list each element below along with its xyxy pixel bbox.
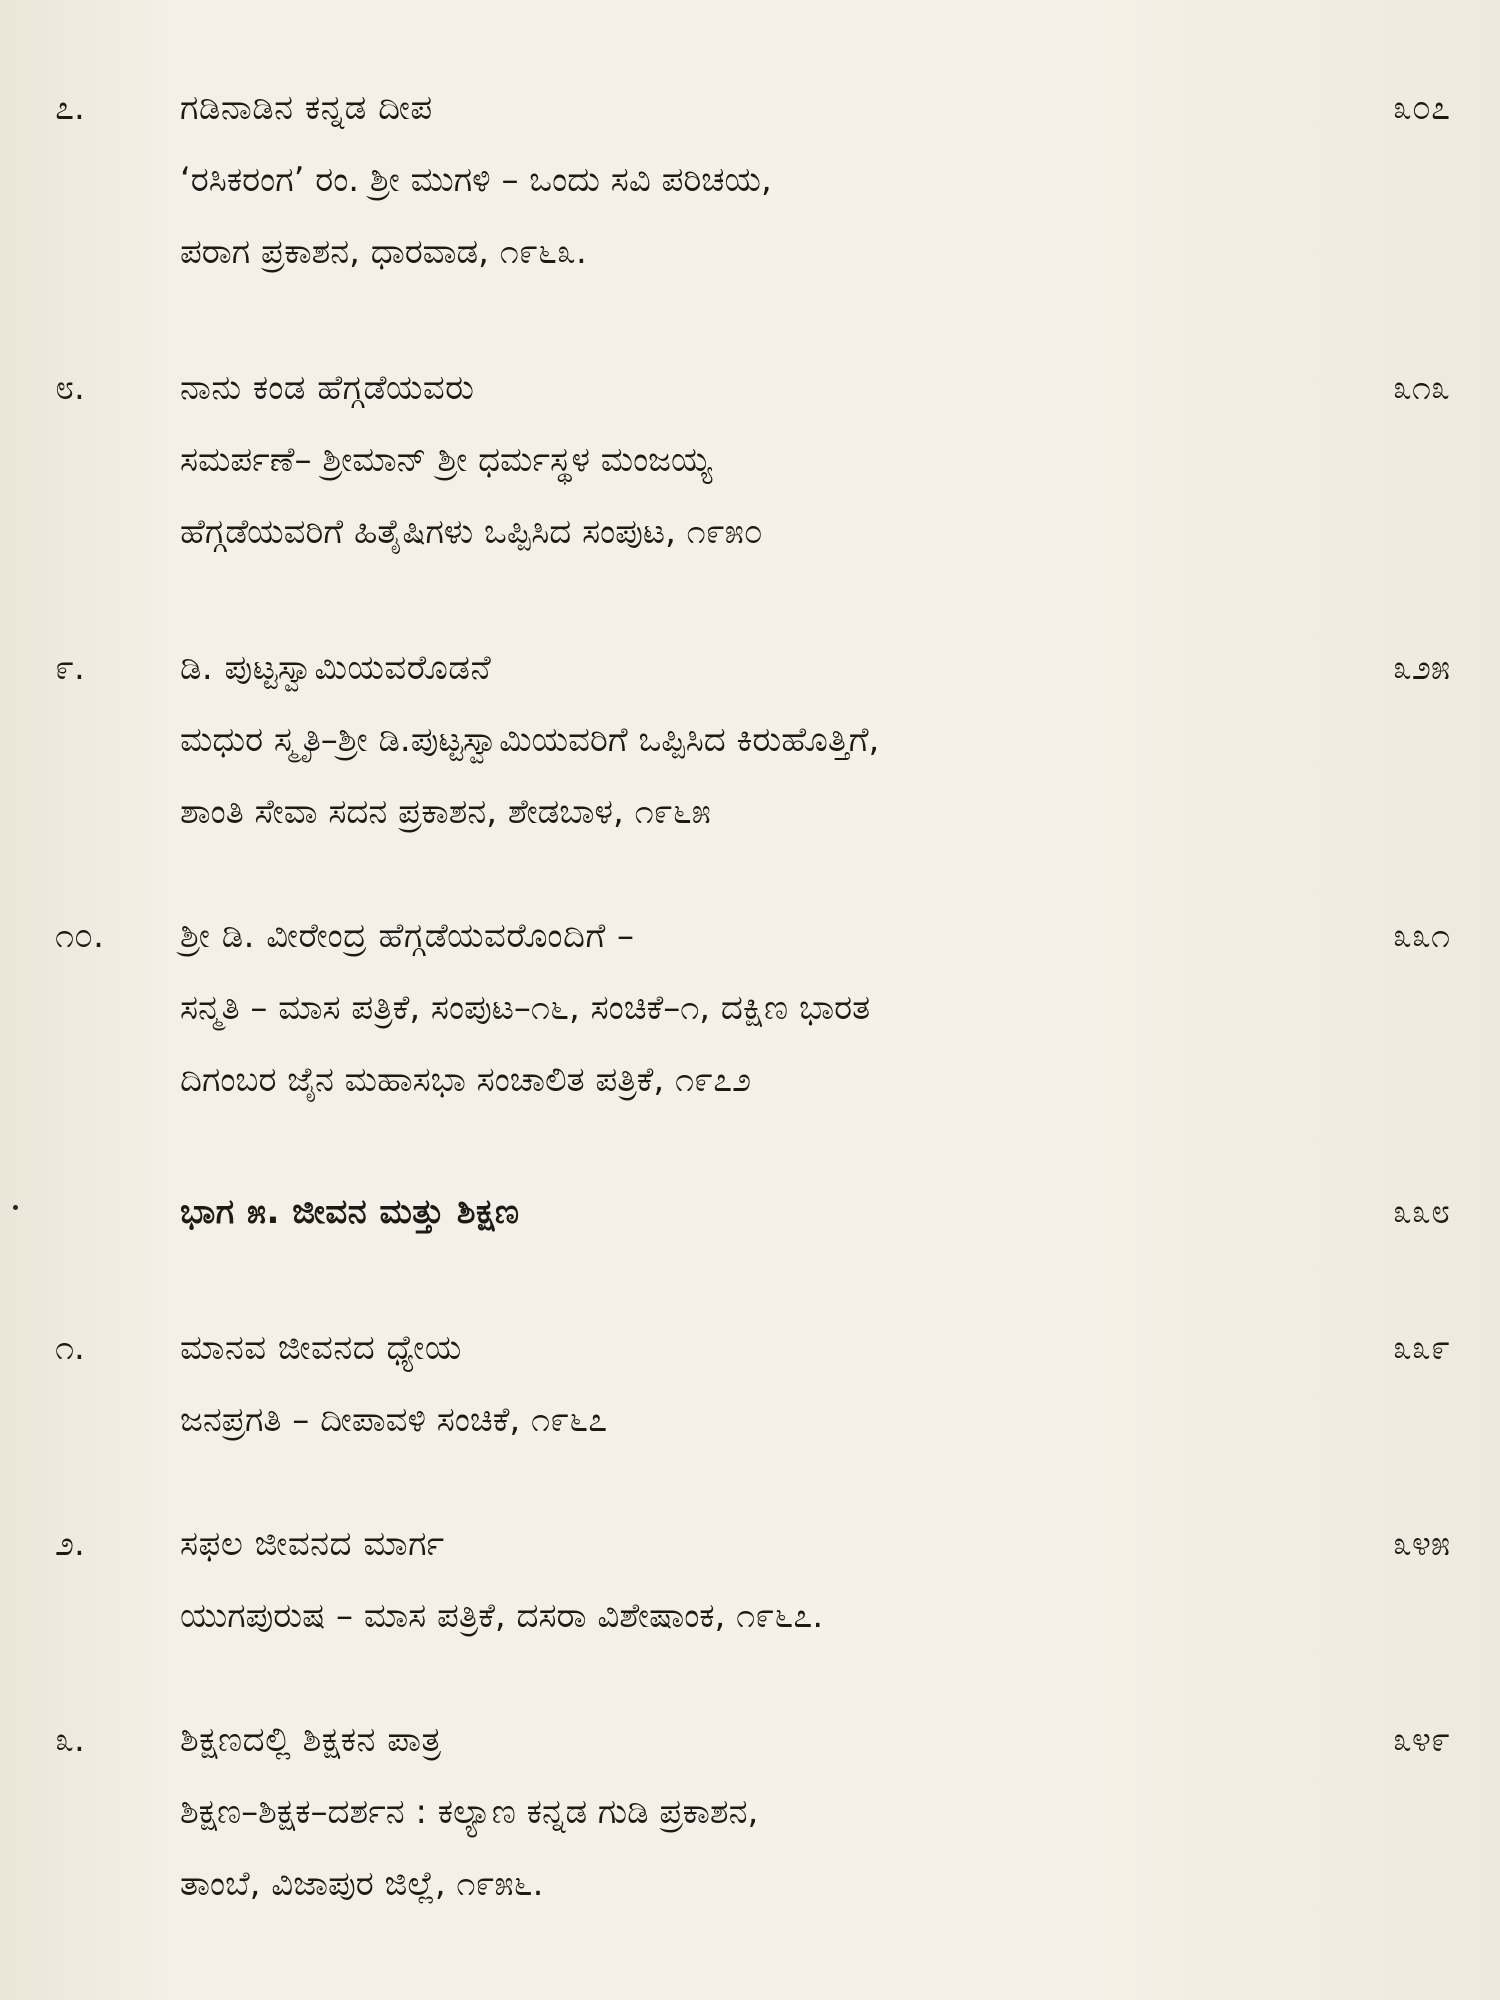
entry-title: ಮಾನವ ಜೀವನದ ಧ್ಯೇಯ [180, 1328, 462, 1368]
entry-number: ೯. [55, 648, 85, 688]
entry-source-line: ಹೆಗ್ಗಡೆಯವರಿಗೆ ಹಿತೈಷಿಗಳು ಒಪ್ಪಿಸಿದ ಸಂಪುಟ, ೧೯೫೦ [180, 512, 763, 552]
entry-number: ೨. [55, 1524, 85, 1564]
entry-title: ಡಿ. ಪುಟ್ಟಸ್ವಾಮಿಯವರೊಡನೆ [180, 648, 492, 688]
entry-source-line: ಶಿಕ್ಷಣ–ಶಿಕ್ಷಕ–ದರ್ಶನ : ಕಲ್ಯಾಣ ಕನ್ನಡ ಗುಡಿ ಪ್ರಕಾಶನ, [180, 1792, 759, 1832]
entry-page-number: ೩೩೮ [1392, 1192, 1450, 1232]
entry-source-line: ದಿಗಂಬರ ಜೈನ ಮಹಾಸಭಾ ಸಂಚಾಲಿತ ಪತ್ರಿಕೆ, ೧೯೭೨ [180, 1060, 752, 1100]
entry-title: ಶಿಕ್ಷಣದಲ್ಲಿ ಶಿಕ್ಷಕನ ಪಾತ್ರ [180, 1720, 442, 1760]
entry-number: ೩. [55, 1720, 85, 1760]
entry-number: ೮. [55, 368, 85, 408]
entry-number: ೧. [55, 1328, 85, 1368]
entry-source-line: ಜನಪ್ರಗತಿ – ದೀಪಾವಳಿ ಸಂಚಿಕೆ, ೧೯೬೭ [180, 1400, 608, 1440]
entry-source-line: ಯುಗಪುರುಷ – ಮಾಸ ಪತ್ರಿಕೆ, ದಸರಾ ವಿಶೇಷಾಂಕ, ೧೯೬೭. [180, 1596, 824, 1636]
entry-title: ಶ್ರೀ ಡಿ. ವೀರೇಂದ್ರ ಹೆಗ್ಗಡೆಯವರೊಂದಿಗೆ – [180, 916, 635, 956]
entry-page-number: ೩೦೭ [1392, 88, 1450, 128]
entry-source-line: ಮಧುರ ಸ್ಮೃತಿ–ಶ್ರೀ ಡಿ.ಪುಟ್ಟಸ್ವಾಮಿಯವರಿಗೆ ಒಪ್ಪಿಸಿದ ಕಿರುಹೊತ್ತಿಗೆ, [180, 720, 880, 760]
entry-source-line: ತಾಂಬೆ, ವಿಜಾಪುರ ಜಿಲ್ಲೆ, ೧೯೫೬. [180, 1864, 544, 1904]
entry-source-line: ಸನ್ಮತಿ – ಮಾಸ ಪತ್ರಿಕೆ, ಸಂಪುಟ–೧೬, ಸಂಚಿಕೆ–೧, ದಕ್ಷಿಣ ಭಾರತ [180, 988, 871, 1028]
entry-source-line: ‘ರಸಿಕರಂಗ’ ರಂ. ಶ್ರೀ ಮುಗಳಿ – ಒಂದು ಸವಿ ಪರಿಚಯ, [180, 160, 772, 200]
section-title: ಭಾಗ ೫. ಜೀವನ ಮತ್ತು ಶಿಕ್ಷಣ [180, 1192, 520, 1232]
entry-title: ಸಫಲ ಜೀವನದ ಮಾರ್ಗ [180, 1524, 445, 1564]
entry-page-number: ೩೩೯ [1392, 1328, 1450, 1368]
entry-number: ೧೦. [55, 916, 104, 956]
entry-page-number: ೩೨೫ [1392, 648, 1450, 688]
entry-page-number: ೩೧೩ [1392, 368, 1450, 408]
entry-number: ೭. [55, 88, 85, 128]
ink-speck [13, 1205, 18, 1210]
entry-page-number: ೩೩೧ [1392, 916, 1450, 956]
entry-title: ನಾನು ಕಂಡ ಹೆಗ್ಗಡೆಯವರು [180, 368, 475, 408]
entry-source-line: ಪರಾಗ ಪ್ರಕಾಶನ, ಧಾರವಾಡ, ೧೯೬೩. [180, 232, 587, 272]
entry-source-line: ಸಮರ್ಪಣೆ– ಶ್ರೀಮಾನ್ ಶ್ರೀ ಧರ್ಮಸ್ಥಳ ಮಂಜಯ್ಯ [180, 440, 713, 480]
entry-page-number: ೩೪೯ [1392, 1720, 1450, 1760]
entry-title: ಗಡಿನಾಡಿನ ಕನ್ನಡ ದೀಪ [180, 88, 433, 128]
entry-source-line: ಶಾಂತಿ ಸೇವಾ ಸದನ ಪ್ರಕಾಶನ, ಶೇಡಬಾಳ, ೧೯೬೫ [180, 792, 711, 832]
entry-page-number: ೩೪೫ [1392, 1524, 1450, 1564]
